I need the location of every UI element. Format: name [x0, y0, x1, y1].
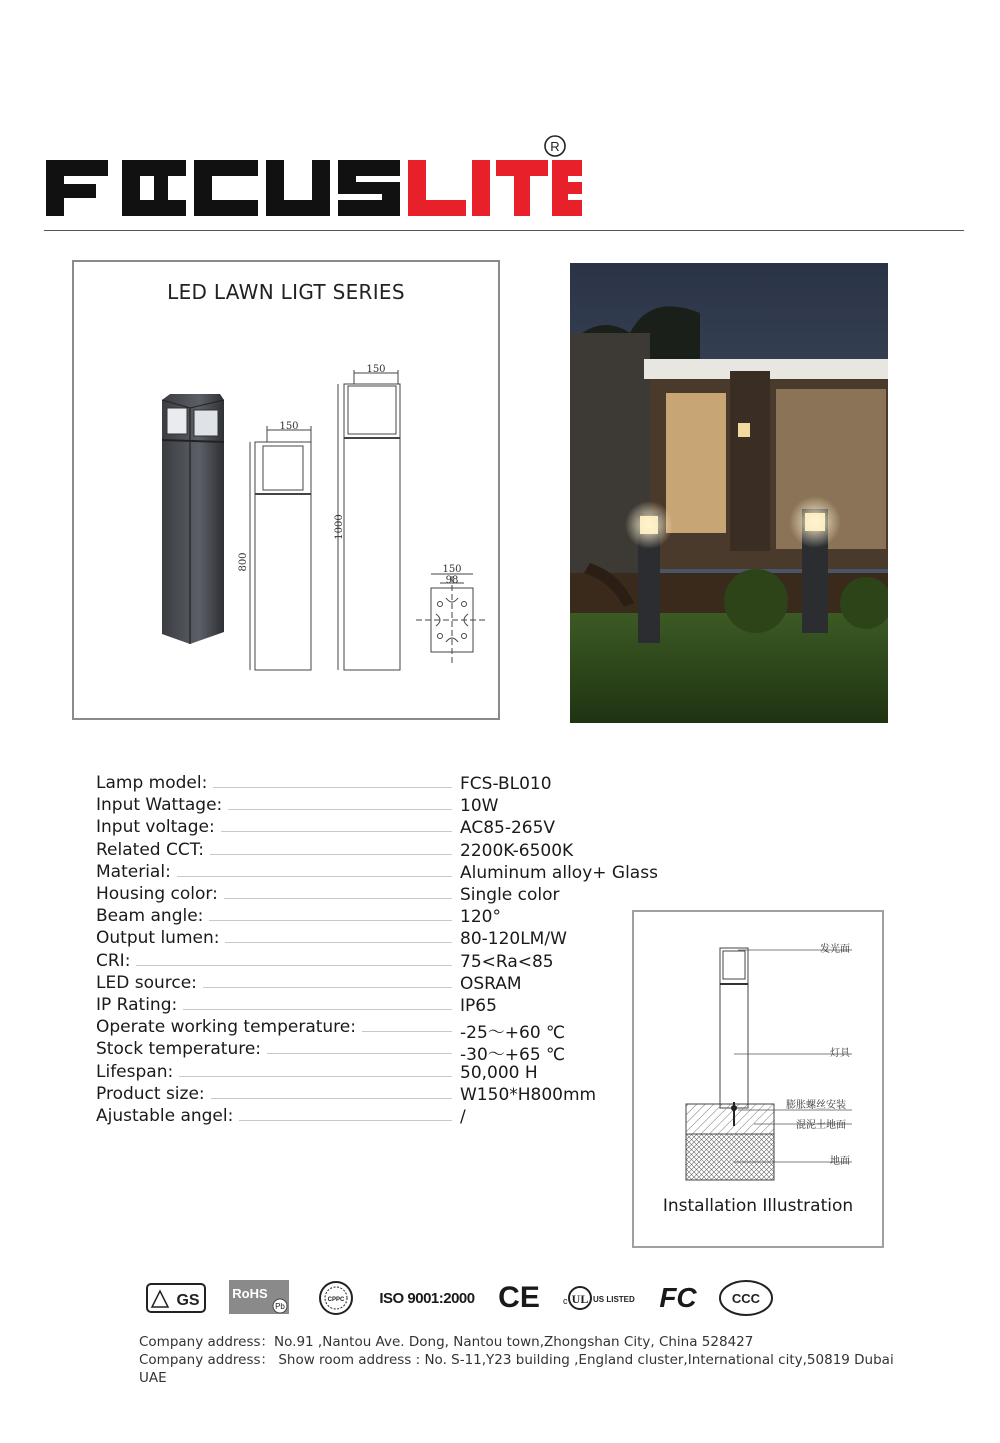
spec-value: -25～+60 ℃ — [460, 1023, 566, 1044]
label-ground: 地面 — [830, 1156, 850, 1167]
label-lamp: 灯具 — [830, 1048, 850, 1059]
spec-row — [96, 995, 656, 1017]
spec-label: Output lumen: — [96, 928, 225, 948]
bollard-render-icon — [162, 394, 224, 644]
spec-label: IP Rating: — [96, 995, 183, 1015]
company-address-3: UAE — [139, 1370, 167, 1386]
spec-value: 10W — [460, 796, 499, 817]
spec-row — [96, 1017, 656, 1044]
spec-row — [96, 884, 656, 906]
svg-text:Pb: Pb — [275, 1302, 285, 1311]
spec-row — [96, 1106, 656, 1128]
spec-label: Lifespan: — [96, 1062, 179, 1082]
svg-text:c: c — [563, 1296, 568, 1306]
spec-label: Lamp model: — [96, 773, 213, 793]
cppc-logo-icon — [318, 1276, 354, 1320]
spec-value: FCS-BL010 — [460, 774, 552, 794]
base-plan-drawing — [416, 574, 488, 664]
svg-text:RoHS: RoHS — [232, 1286, 268, 1301]
spec-label: Related CCT: — [96, 840, 210, 860]
spec-value: / — [460, 1107, 466, 1127]
elevation-1000-drawing — [338, 370, 400, 670]
spec-value: IP65 — [460, 996, 497, 1016]
spec-value: OSRAM — [460, 973, 522, 994]
svg-text:CCC: CCC — [731, 1291, 761, 1306]
dim-height-1000-label: 1000 — [334, 514, 345, 540]
dim-width-800-label: 150 — [279, 421, 299, 432]
spec-value: 50,000 H — [460, 1062, 538, 1083]
spec-row — [96, 928, 656, 950]
spec-value: Aluminum alloy+ Glass — [460, 862, 658, 883]
logo-lite-part — [408, 160, 582, 216]
dim-base-outer-label: 150 — [442, 564, 462, 575]
technical-drawing — [74, 262, 502, 722]
spec-row — [96, 1039, 656, 1066]
svg-text:R: R — [550, 139, 560, 154]
installation-illustration-panel — [632, 910, 884, 1248]
spec-row — [96, 906, 656, 928]
iso-9001-logo: ISO 9001:2000 — [379, 1289, 475, 1307]
spec-row — [96, 1084, 656, 1106]
installation-caption: Installation Illustration — [662, 1196, 854, 1216]
svg-text:UL: UL — [571, 1292, 589, 1306]
spec-value: Single color — [460, 885, 560, 905]
spec-row — [96, 840, 656, 862]
ccc-logo-icon — [718, 1276, 774, 1320]
spec-row — [96, 817, 656, 839]
header-divider — [44, 230, 964, 231]
spec-row — [96, 1062, 656, 1084]
spec-label: Operate working temperature: — [96, 1017, 362, 1037]
technical-drawing-panel — [72, 260, 500, 720]
svg-text:CPPC: CPPC — [327, 1297, 345, 1303]
garden-scene-icon — [570, 263, 888, 723]
spec-label: Beam angle: — [96, 906, 209, 926]
spec-value: 80-120LM/W — [460, 929, 567, 950]
spec-row — [96, 951, 656, 973]
spec-label: CRI: — [96, 951, 136, 971]
spec-leader-line — [96, 965, 452, 966]
spec-label: Material: — [96, 862, 177, 882]
fc-logo-icon: FC — [659, 1282, 697, 1313]
logo-focus-part — [46, 160, 400, 216]
spec-label: LED source: — [96, 973, 203, 993]
spec-value: 2200K-6500K — [460, 840, 574, 861]
spec-row — [96, 795, 656, 817]
svg-text:US LISTED: US LISTED — [593, 1295, 635, 1304]
spec-label: Stock temperature: — [96, 1039, 267, 1059]
dim-width-1000-label: 150 — [366, 364, 386, 375]
label-emitting-surface: 发光面 — [820, 944, 850, 955]
dim-base-inner-label: 98 — [445, 575, 459, 586]
spec-value: 75<Ra<85 — [460, 951, 554, 972]
spec-row — [96, 973, 656, 995]
dim-height-800-label: 800 — [238, 552, 249, 572]
company-address-2: Company address： Show room address : No. S-11,Y23 building ,England cluster,International city,50819 Dubai — [139, 1352, 894, 1368]
drawing-title: LED LAWN LIGT SERIES — [167, 280, 405, 304]
spec-label: Input Wattage: — [96, 795, 228, 815]
gs-logo-icon — [146, 1276, 206, 1320]
brand-logo — [44, 130, 584, 225]
rohs-logo-icon — [228, 1276, 294, 1320]
spec-value: -30～+65 ℃ — [460, 1045, 566, 1066]
label-concrete: 混泥土地面 — [796, 1120, 846, 1131]
spec-value: AC85-265V — [460, 818, 556, 839]
ce-logo-icon: CE — [498, 1281, 540, 1314]
ul-listed-logo-icon — [560, 1276, 640, 1320]
spec-label: Ajustable angel: — [96, 1106, 239, 1126]
certification-logos — [140, 1276, 780, 1322]
spec-row — [96, 862, 656, 884]
svg-text:GS: GS — [176, 1292, 200, 1309]
spec-value: 120° — [460, 907, 501, 928]
spec-label: Housing color: — [96, 884, 224, 904]
registered-mark-icon — [545, 136, 565, 156]
spec-value: W150*H800mm — [460, 1084, 597, 1105]
label-bolt: 膨胀螺丝安装 — [786, 1100, 846, 1111]
elevation-800-drawing — [250, 426, 311, 670]
spec-row — [96, 773, 656, 795]
company-address-1: Company address：No.91 ,Nantou Ave. Dong, Nantou town,Zhongshan City, China 528427 — [139, 1334, 754, 1350]
spec-label: Product size: — [96, 1084, 211, 1104]
spec-label: Input voltage: — [96, 817, 221, 837]
